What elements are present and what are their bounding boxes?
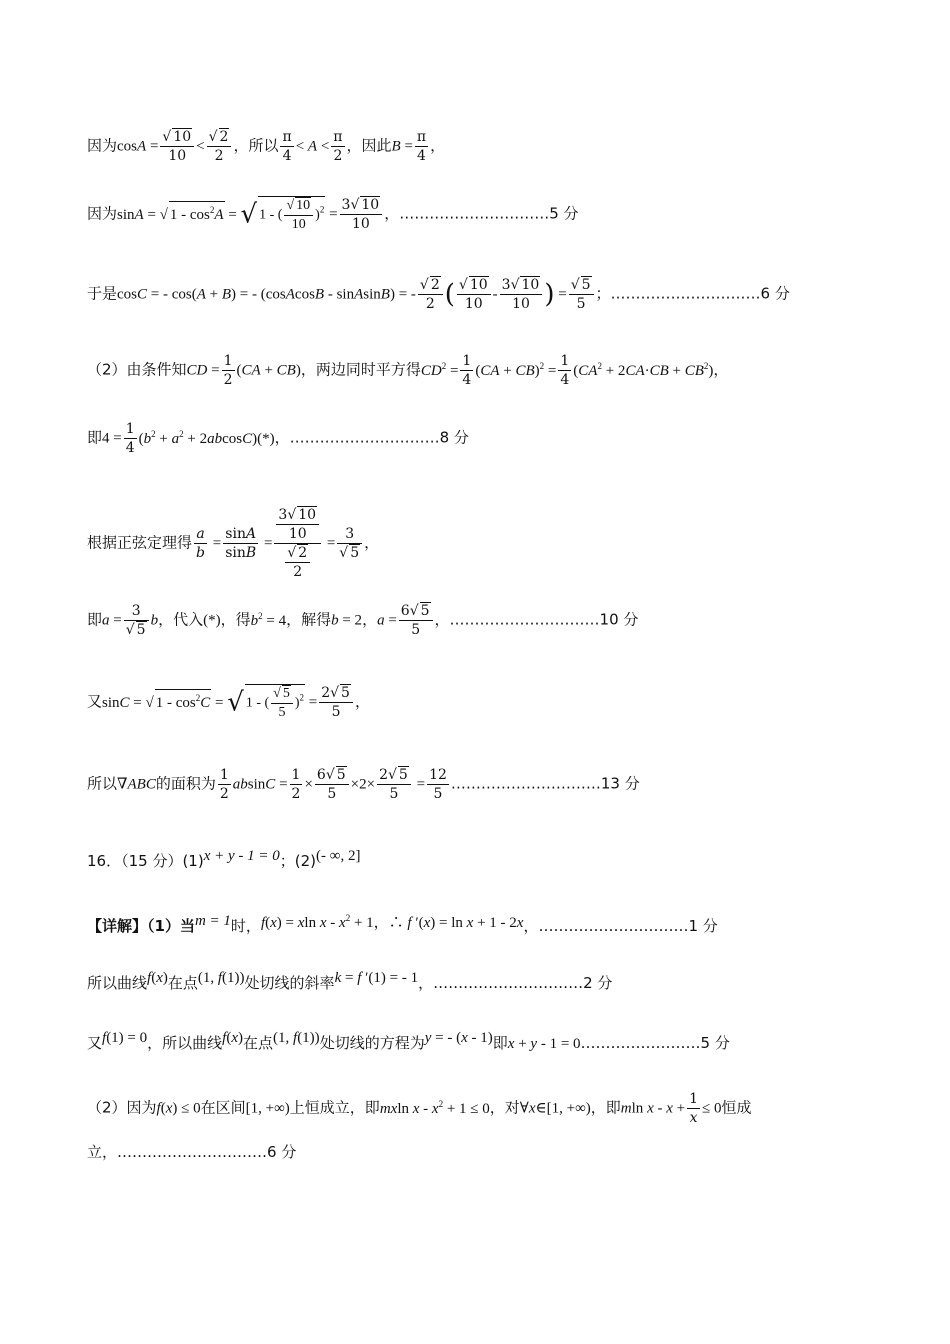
line-2: 因为sinA = √ $1 - \cos^2A$ = √ 1 - ( $\frac{√ 10}{10}$ )$^2$ = $\frac{3√ 10}{10}$ ，…………………………5 分 (87, 197, 579, 233)
line-14: （2）因为f(x) ≤ 0在区间[1, +∞)上恒成立，即mxln $x - x^2 + 1 \le 0$，对∀x∈[1, +∞)，即mln x - x + $\frac{1}{x}$ ≤ 0恒成 (87, 1091, 752, 1126)
line-12: 所以曲线f(x)在点(1, f(1))处切线的斜率k = f ′(1) = - 1，…………………………2 分 (87, 970, 613, 992)
line-1: 因为cosA = $\frac{√ 10}{10}$ < $\frac{√ 2}{2}$ ，所以 $\frac{\pi}{4}$ < A < $\frac{\pi}{2}$ ，因此B = $\frac{\pi}{4}$ ， (87, 129, 446, 164)
line-6: 根据正弦定理得 $\frac{a}{b}$ = $\frac{\sin A}{\sin B}$ = $\frac{\frac{3√ 10}{10}}{\frac{√ 2}{2}}$ = $\frac{3}{√ 5}$ ， (87, 507, 380, 580)
line-8: 又sinC = √ $1 - \cos^2C$ = √ 1 - ( $\frac{√ 5}{5}$ )$^2$ = $\frac{2√ 5}{5}$ ， (87, 685, 370, 721)
line-10: 16．（15 分）(1)x + y - 1 = 0；(2)(- ∞, 2] (87, 848, 361, 870)
line-13: 又f(1) = 0，所以曲线f(x)在点(1, f(1))处切线的方程为y = - (x - 1)即x + y - 1 = 0……………………5 分 (87, 1030, 730, 1052)
line-5: 即4 = $\frac{1}{4}$ $(b^2 + a^2 + 2abcosC)(*)$，…………………………8 分 (87, 421, 469, 456)
line-7: 即a = $\frac{3}{√ 5}$ b，代入(*)，得$b^2 = 4$，解得b = 2，a = $\frac{6√ 5}{5}$ ，…………………………10 分 (87, 603, 639, 638)
line-15: 立，…………………………6 分 (87, 1143, 297, 1161)
line-11: 【详解】（1）当m = 1时，f(x) = xln $x - x^2 + 1$，∴ f ′(x) = ln x + 1 - 2x，…………………………1 分 (87, 913, 718, 935)
line-4: （2）由条件知CD = $\frac{1}{2}$ (CA + CB)，两边同时平方得$CD^2$ = $\frac{1}{4}$ (CA + CB)$^2$ = $\frac{1}{4}$ $(CA^2 + 2CA\cdot CB + CB^2)$， (87, 353, 729, 388)
line-9: 所以∇ABC的面积为 $\frac{1}{2}$ absinC = $\frac{1}{2}$ × $\frac{6√ 5}{5}$ ×2× $\frac{2√ 5}{5}$ = $\frac{12}{5}$ …………………………13 分 (87, 767, 640, 802)
line-3: 于是cosC = - cos(A + B) = - (cosAcosB - sinAsinB) = - $\frac{√ 2}{2}$ ( $\frac{√ 10}{10}$ - $\frac{3√ 10}{10}$ ) = $\frac{√ 5}{5}$ ；…………………………6 分 (87, 277, 790, 312)
